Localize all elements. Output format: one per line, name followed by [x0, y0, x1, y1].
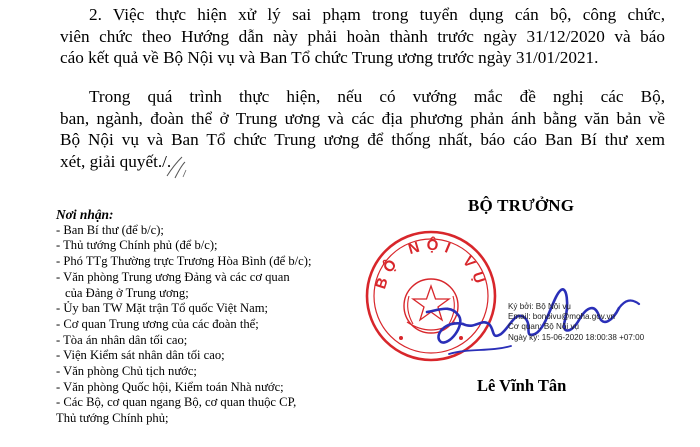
esign-line: Ký bởi: Bộ Nội vụ [508, 302, 571, 311]
paragraph-1-line: cáo kết quả về Bộ Nội vụ và Ban Tổ chức Trung ương trước ngày 31/01/2021. [60, 48, 599, 67]
recipient-item: - Phó TTg Thường trực Trương Hòa Bình (để b/c); [56, 254, 312, 269]
esign-line: Email: bonoivu@moha.gov.vn [508, 312, 616, 322]
paragraph-2-line: xét, giải quyết./. [60, 151, 172, 171]
paragraph-1 [60, 4, 665, 69]
recipient-item: - Ban Bí thư (để b/c); [56, 222, 164, 237]
recipient-item: - Cơ quan Trung ương của các đoàn thể; [56, 316, 259, 331]
recipients-list [56, 207, 356, 427]
recipient-item: - Tòa án nhân dân tối cao; [56, 332, 188, 347]
recipient-item: của Đảng ở Trung ương; [65, 285, 189, 300]
handwritten-slash-mark [163, 154, 193, 180]
paragraph-2 [60, 86, 665, 172]
recipient-item: - Ủy ban TW Mặt trận Tổ quốc Việt Nam; [56, 301, 269, 316]
signer-name: Lê Vĩnh Tân [477, 376, 567, 395]
recipient-item: - Văn phòng Trung ương Đảng và các cơ quan [56, 269, 290, 284]
recipient-item: - Văn phòng Chủ tịch nước; [56, 364, 197, 379]
paragraph-2-line: Bộ Nội vụ và Ban Tổ chức Trung ương để thống nhất, báo cáo Ban Bí thư xem [60, 130, 665, 149]
recipient-item: - Văn phòng Quốc hội, Kiểm toán Nhà nước; [56, 379, 284, 394]
digital-signature-info [508, 302, 644, 343]
recipients-heading: Nơi nhận: [56, 207, 114, 222]
recipient-item: - Thủ tướng Chính phủ (để b/c); [56, 238, 218, 253]
signer-title: BỘ TRƯỞNG [468, 196, 575, 215]
paragraph-1-line: viên chức theo Hướng dẫn này phải hoàn thành trước ngày 31/12/2020 và báo [60, 26, 665, 46]
esign-line: Ngày ký: 15-06-2020 18:00:38 +07:00 [508, 332, 645, 342]
paragraph-1-line: 2. Việc thực hiện xử lý sai phạm trong tuyển dụng cán bộ, công chức, [89, 5, 665, 24]
esign-line: Cơ quan: Bộ Nội vụ [508, 322, 579, 332]
svg-text:BỘ NỘI VỤ: BỘ NỘI VỤ [372, 236, 490, 292]
recipient-item: - Các Bộ, cơ quan ngang Bộ, cơ quan thuộc CP, [56, 395, 297, 410]
paragraph-2-line: Trong quá trình thực hiện, nếu có vướng mắc đề nghị các Bộ, [89, 87, 665, 106]
recipient-item: - Viện Kiểm sát nhân dân tối cao; [56, 348, 225, 363]
paragraph-2-line: ban, ngành, đoàn thể ở Trung ương và các địa phương phản ánh bằng văn bản về [60, 108, 665, 128]
recipient-item: Thủ tướng Chính phủ; [56, 411, 169, 426]
